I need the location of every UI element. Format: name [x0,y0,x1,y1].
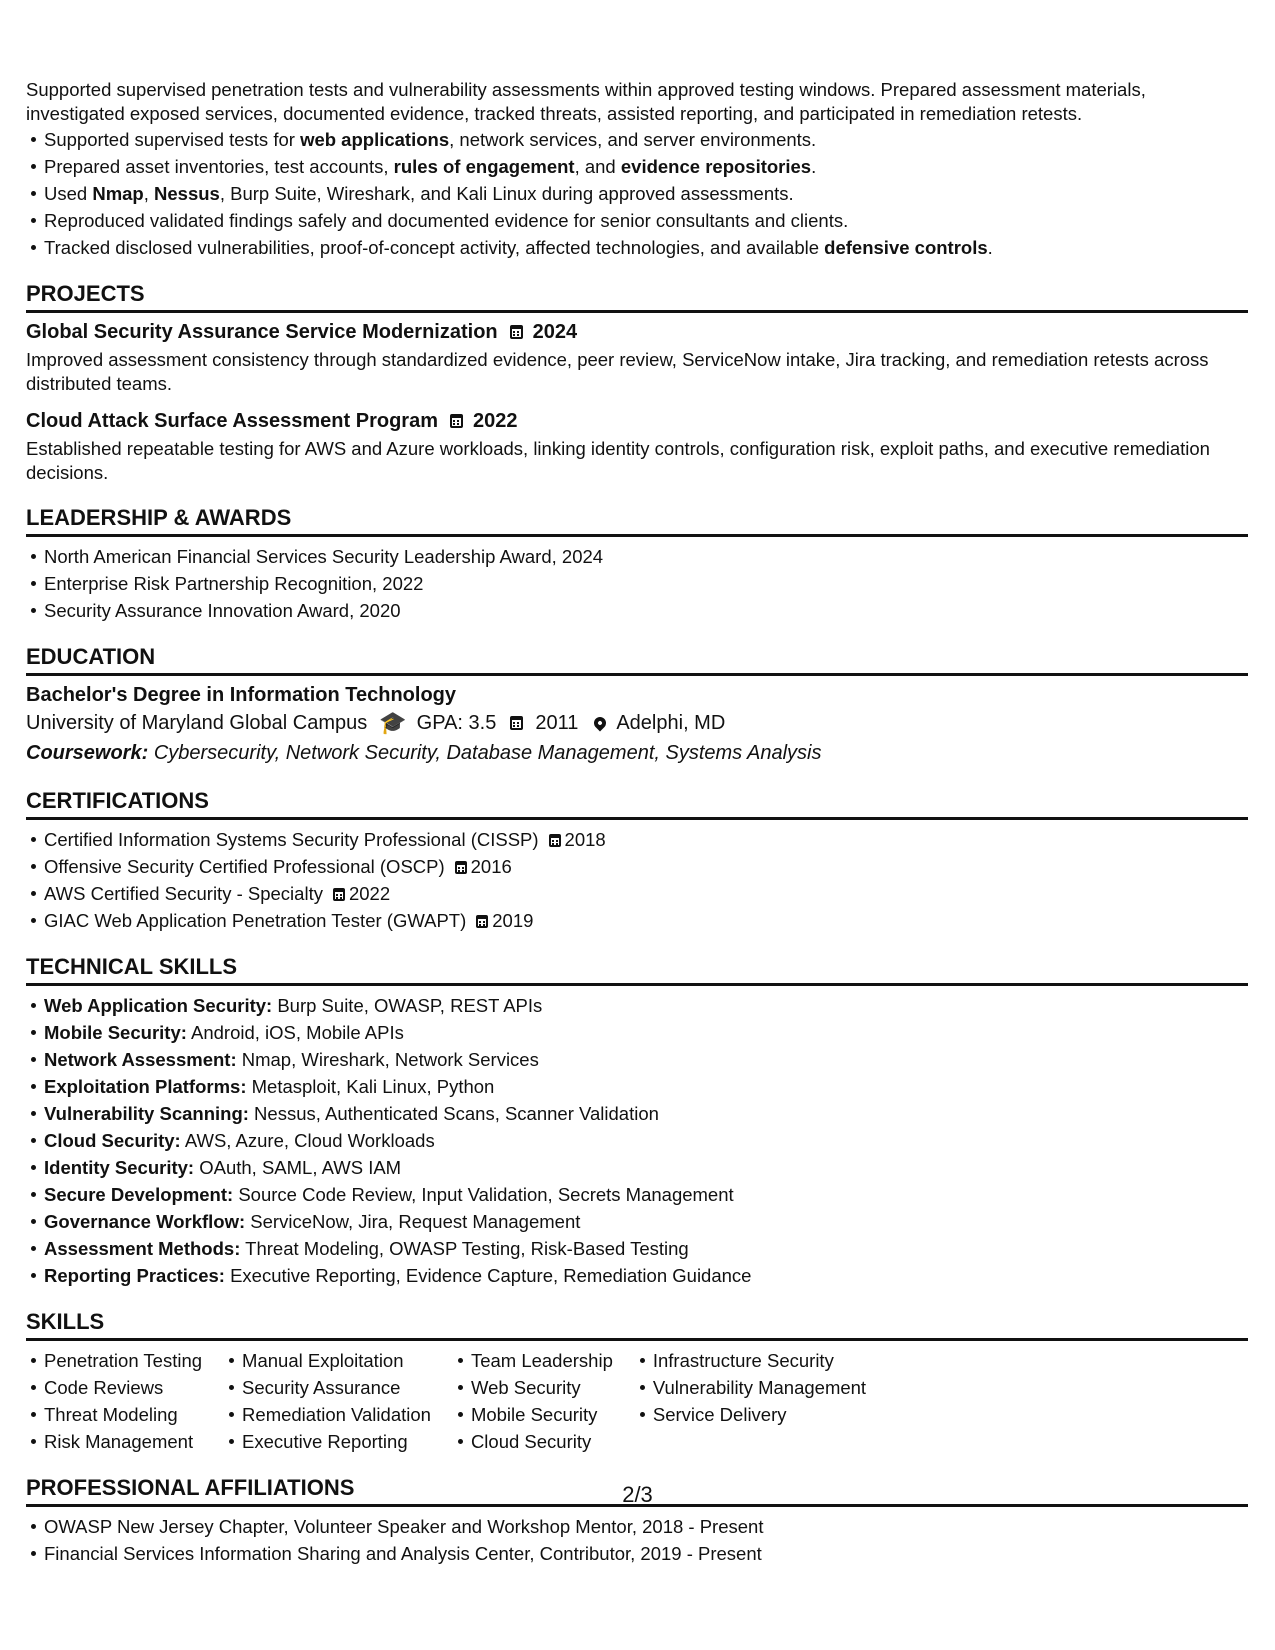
list-item: Financial Services Information Sharing and Analysis Center, Contributor, 2019 - Present [44,1540,1248,1567]
list-item: Remediation Validation [242,1401,431,1428]
section-title: EDUCATION [26,644,1248,676]
list-item: Reproduced validated findings safely and documented evidence for senior consultants and clients. [44,207,1248,234]
list-item: Team Leadership [471,1347,613,1374]
experience-summary: Supported supervised penetration tests and vulnerability assessments within approved testing windows. Prepared assessment materials, investigated exposed services, documented evidence, tracked threats, assisted reporting, and participated in remediation retests. [26,79,1146,124]
affiliations-list [26,1513,1248,1567]
list-item: North American Financial Services Security Leadership Award, 2024 [44,543,1248,570]
list-item: OWASP New Jersey Chapter, Volunteer Speaker and Workshop Mentor, 2018 - Present [44,1513,1248,1540]
list-item: Penetration Testing [44,1347,202,1374]
list-item: Tracked disclosed vulnerabilities, proof-of-concept activity, affected technologies, and available defensive controls. [44,234,1248,261]
skills-column [224,1347,431,1455]
section-title: PROFESSIONAL AFFILIATIONS [26,1475,1248,1507]
projects-section [26,281,1248,485]
list-item: Prepared asset inventories, test accounts, rules of engagement, and evidence repositories. [44,153,1248,180]
list-item: Mobile Security: Android, iOS, Mobile APIs [44,1019,1248,1046]
list-item: Vulnerability Management [653,1374,866,1401]
calendar-icon [510,325,523,339]
list-item: Security Assurance [242,1374,431,1401]
list-item: Supported supervised tests for web applications, network services, and server environments. [44,126,1248,153]
list-item: Code Reviews [44,1374,202,1401]
list-item: Threat Modeling [44,1401,202,1428]
list-item: Enterprise Risk Partnership Recognition, 2022 [44,570,1248,597]
graduation-cap-icon: 🎓 [379,710,407,735]
graduation-year: 2011 [535,712,579,734]
technical-skills-list [26,992,1248,1289]
list-item: Network Assessment: Nmap, Wireshark, Network Services [44,1046,1248,1073]
list-item: Used Nmap, Nessus, Burp Suite, Wireshark, and Kali Linux during approved assessments. [44,180,1248,207]
section-title: SKILLS [26,1309,1248,1341]
list-item: Manual Exploitation [242,1347,431,1374]
list-item: Cloud Security [471,1428,613,1455]
list-item: Identity Security: OAuth, SAML, AWS IAM [44,1154,1248,1181]
skills-column [453,1347,613,1455]
calendar-icon [333,888,345,901]
list-item: Reporting Practices: Executive Reporting, Evidence Capture, Remediation Guidance [44,1262,1248,1289]
section-title: PROJECTS [26,281,1248,313]
section-title: LEADERSHIP & AWARDS [26,505,1248,537]
list-item: Service Delivery [653,1401,866,1428]
gpa: GPA: 3.5 [416,712,497,734]
calendar-icon [476,915,488,928]
calendar-icon [549,834,561,847]
coursework-list: Cybersecurity, Network Security, Database Management, Systems Analysis [153,742,822,764]
degree: Bachelor's Degree in Information Technology [26,684,457,706]
education-details [26,708,1248,738]
list-item: Certified Information Systems Security Professional (CISSP) 2018 [44,826,1248,853]
location-pin-icon [592,715,609,732]
list-item: Mobile Security [471,1401,613,1428]
awards-list [26,543,1248,624]
list-item: Infrastructure Security [653,1347,866,1374]
section-title: TECHNICAL SKILLS [26,954,1248,986]
list-item: Risk Management [44,1428,202,1455]
coursework [26,738,1248,768]
project-description: Established repeatable testing for AWS and Azure workloads, linking identity controls, configuration risk, exploit paths, and executive remediation decisions. [26,438,1210,483]
list-item: Executive Reporting [242,1428,431,1455]
list-item: Exploitation Platforms: Metasploit, Kali Linux, Python [44,1073,1248,1100]
list-item: Offensive Security Certified Professional (OSCP) 2016 [44,853,1248,880]
project-year: 2024 [532,321,578,343]
skills-column [635,1347,866,1455]
list-item: GIAC Web Application Penetration Tester (GWAPT) 2019 [44,907,1248,934]
education-section [26,644,1248,768]
list-item: Cloud Security: AWS, Azure, Cloud Workloads [44,1127,1248,1154]
school: University of Maryland Global Campus [26,712,368,734]
calendar-icon [455,861,467,874]
list-item: Vulnerability Scanning: Nessus, Authenticated Scans, Scanner Validation [44,1100,1248,1127]
list-item: Web Security [471,1374,613,1401]
calendar-icon [450,414,463,428]
list-item: AWS Certified Security - Specialty 2022 [44,880,1248,907]
project-name: Global Security Assurance Service Modernization [26,321,498,343]
skills-grid [26,1347,1248,1455]
list-item: Secure Development: Source Code Review, Input Validation, Secrets Management [44,1181,1248,1208]
project-name: Cloud Attack Surface Assessment Program [26,410,438,432]
project-header [26,408,1248,434]
project-header [26,319,1248,345]
skills-section [26,1309,1248,1455]
project-description: Improved assessment consistency through standardized evidence, peer review, ServiceNow intake, Jira tracking, and remediation retests across distributed teams. [26,349,1209,394]
location: Adelphi, MD [616,712,726,734]
list-item: Governance Workflow: ServiceNow, Jira, Request Management [44,1208,1248,1235]
list-item: Web Application Security: Burp Suite, OWASP, REST APIs [44,992,1248,1019]
certifications-list [26,826,1248,934]
certifications-section [26,788,1248,934]
coursework-label: Coursework: [26,742,149,764]
resume-page [26,78,1248,1567]
page-number: 2/3 [622,1482,653,1507]
list-item: Security Assurance Innovation Award, 2020 [44,597,1248,624]
project-year: 2022 [472,410,518,432]
technical-skills-section [26,954,1248,1289]
calendar-icon [510,716,523,730]
skills-column [26,1347,202,1455]
list-item: Assessment Methods: Threat Modeling, OWASP Testing, Risk-Based Testing [44,1235,1248,1262]
experience-bullets [26,126,1248,261]
section-title: CERTIFICATIONS [26,788,1248,820]
awards-section [26,505,1248,624]
